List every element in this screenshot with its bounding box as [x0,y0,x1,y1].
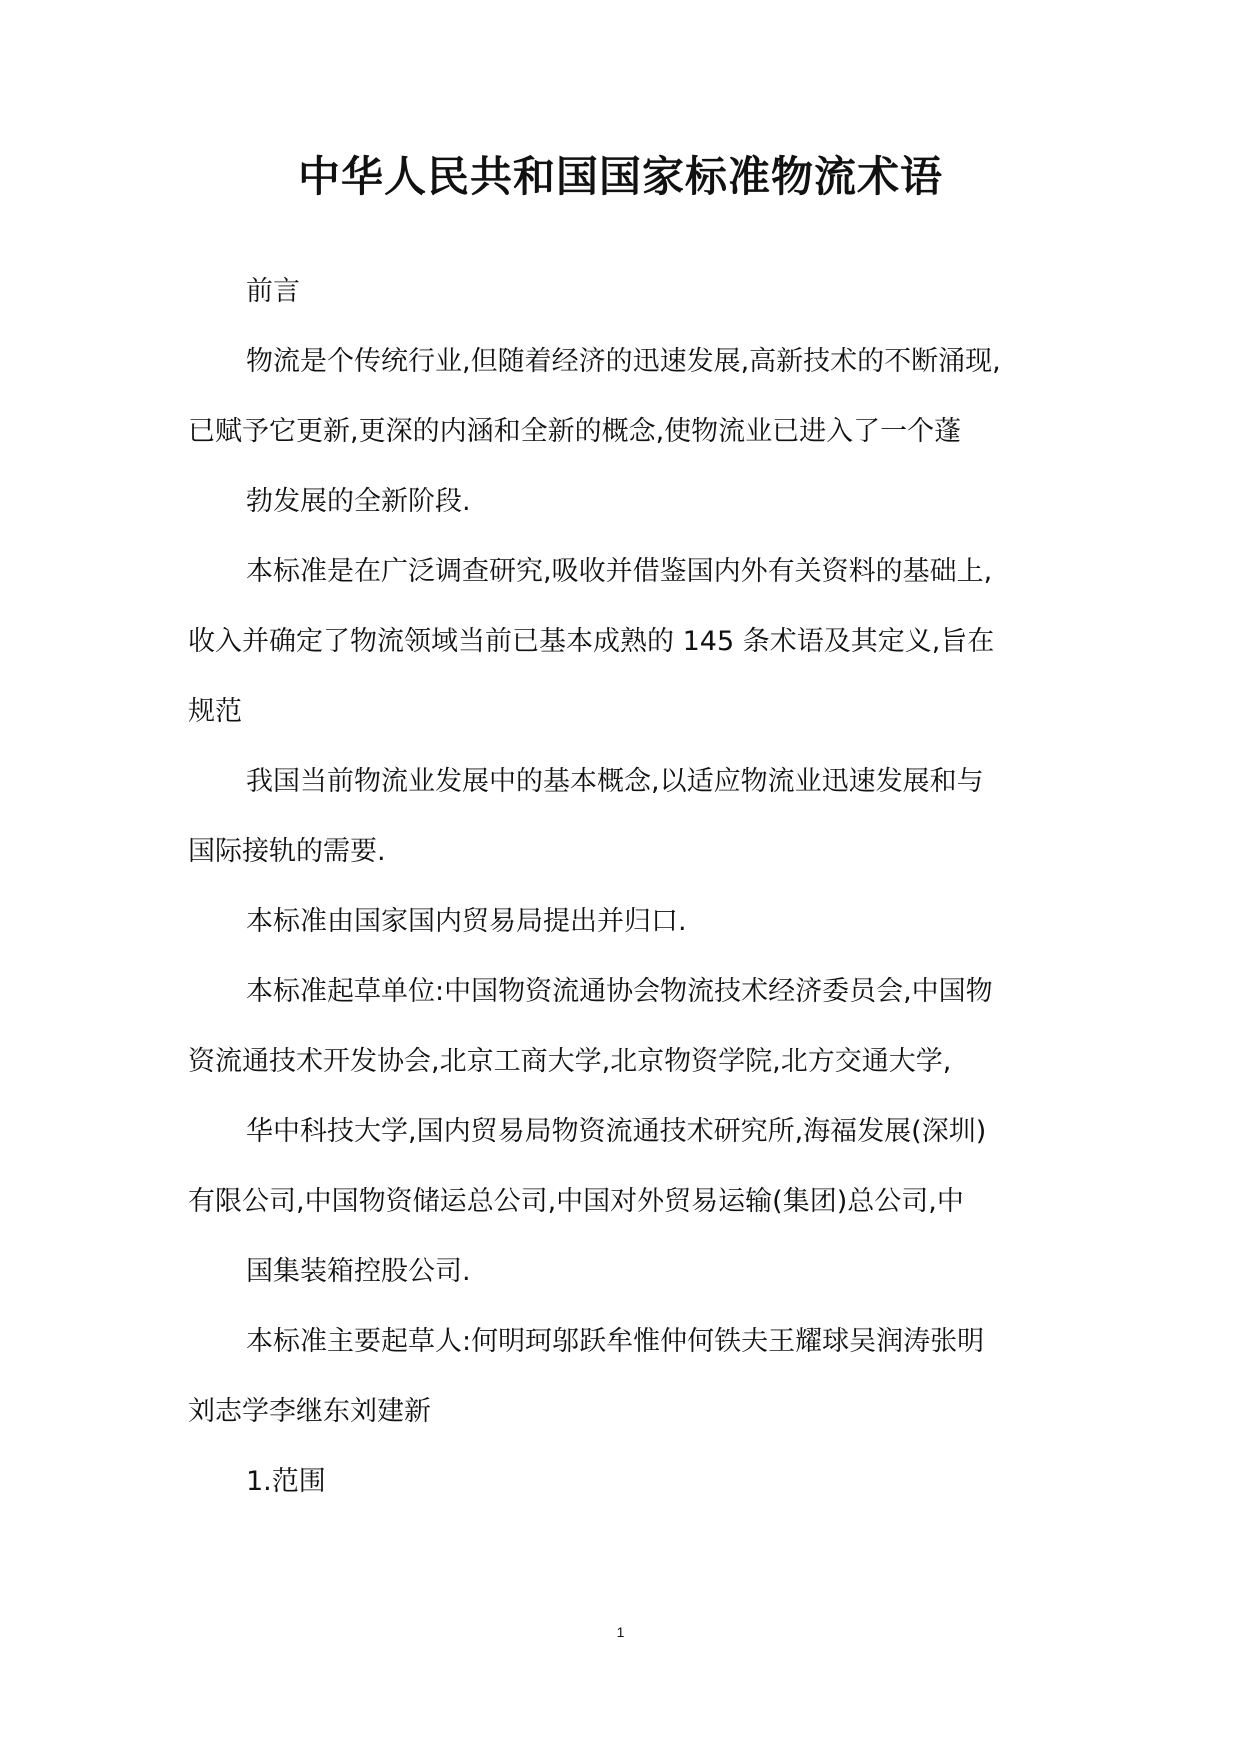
text-line: 华中科技大学,国内贸易局物资流通技术研究所,海福发展(深圳) [246,1116,987,1147]
text-line: 本标准由国家国内贸易局提出并归口. [246,906,687,937]
text-line: 国集装箱控股公司. [246,1256,471,1287]
text-line: 资流通技术开发协会,北京工商大学,北京物资学院,北方交通大学, [188,1046,952,1077]
text-line: 刘志学李继东刘建新 [188,1396,431,1427]
text-line: 已赋予它更新,更深的内涵和全新的概念,使物流业已进入了一个蓬 [188,416,962,447]
text-line: 前言 [246,276,300,307]
text-line: 本标准起草单位:中国物资流通协会物流技术经济委员会,中国物 [246,976,993,1007]
text-line: 我国当前物流业发展中的基本概念,以适应物流业迅速发展和与 [246,766,984,797]
text-line: 收入并确定了物流领域当前已基本成熟的 145 条术语及其定义,旨在 [188,626,995,657]
text-line: 本标准主要起草人:何明珂邬跃牟惟仲何铁夫王耀球吴润涛张明 [246,1326,985,1357]
text-line: 规范 [188,696,242,727]
page-number: 1 [616,1624,625,1640]
text-line: 物流是个传统行业,但随着经济的迅速发展,高新技术的不断涌现, [246,346,1001,377]
text-line: 有限公司,中国物资储运总公司,中国对外贸易运输(集团)总公司,中 [188,1186,964,1217]
document-title: 中华人民共和国国家标准物流术语 [297,152,943,201]
text-line: 国际接轨的需要. [188,836,386,867]
text-line: 1.范围 [246,1466,326,1497]
text-line: 勃发展的全新阶段. [246,486,471,517]
document-body [188,257,1068,1517]
text-line: 本标准是在广泛调查研究,吸收并借鉴国内外有关资料的基础上, [246,556,993,587]
